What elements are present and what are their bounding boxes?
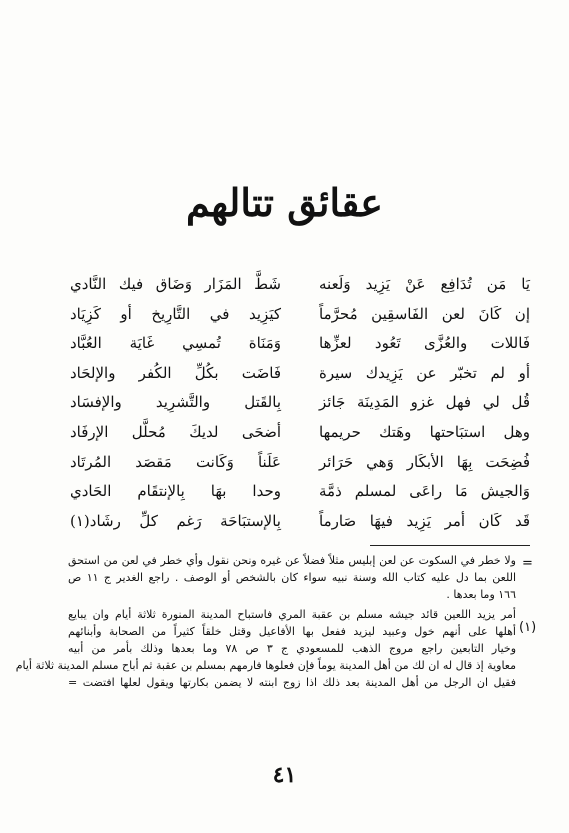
poem-verse-7-second-half: عَلَناً وَكَانت مَقصَد المُرتَاد [70,452,281,471]
footnote-line: وخيار التابعين راجع مروج الذهب للمسعودي ج ٣ ص ٧٨ وما بعدها وذلك بأمر من أبيه [68,641,517,655]
poem-verse-1-second-half: شَطَّ المَزَار وَضَاق فيك النَّادي [70,275,281,293]
poem-verse-2-second-half: كيَزِيد في التَّارِيخ أو كَزِيَاد [70,304,281,323]
poem [70,270,530,536]
poem-verse-5-second-half: بِالقَتل والتَّشرِيد والإفسَاد [70,393,281,412]
footnote-divider [370,545,530,546]
page-number: ٤١ [272,762,297,788]
poem-verse-5-first-half: قُل لي فهل غزو المَدِينَة جَائز [319,393,530,412]
poem-verse-6-first-half: وهل استبَاحتها وهَتك حريمها [319,422,530,441]
poem-verse-9-second-half: بِالإستبَاحَة رَغم كلِّ رشَاد(١) [70,511,281,530]
footnotes [15,553,517,691]
poem-verse-3-first-half: فَاللات والعُزَّى تَعُود لعزِّها [319,334,530,353]
poem-verse-9-first-half: قَد كَان أمر يَزِيد فيهَا صَارماً [319,511,530,530]
footnote-number-marker: (١) [519,620,537,635]
poem-verse-6-second-half: أضحَى لديكَ مُحلَّل الإرفَاد [70,422,281,441]
poem-verse-8-second-half: وحدا بهَا بِالإنتقَام الحَادي [70,482,281,501]
poem-verse-4-first-half: أو لم تخبّر عن يَزِيدك سيرة [319,363,530,382]
footnote-continuation-line: ولا خطر في السكوت عن لعن إبليس مثلاً فضلاً عن غيره ونحن نقول وأي خطر في لعن من استحق [68,554,516,567]
poem-verse-8-first-half: وَالجيش مَا راعَى لمسلم ذمَّة [319,482,530,501]
section-title: عقائق تتالهم [186,180,383,225]
poem-verse-2-first-half: إن كَانَ لعن الفَاسقِين مُحرَّماً [319,304,530,323]
footnote-continuation-marker: = [522,556,533,571]
poem-verse-4-second-half: فَاضَت بكُلِّ الكُفر والإلحَاد [70,363,281,382]
poem-verse-3-second-half: وَمَنَاة تُمسِي غَايَة العُبَّاد [70,334,281,353]
poem-verse-1-first-half: يَا مَن تُدَافِع عَنْ يَزِيد وَلَعنه [319,275,530,293]
footnote-line: معاوية إذ قال له ان لك من أهل المدينة يوماً فإن فعلوها فارمهم بمسلم بن عقبة ثم أباح مسلم المدينة ثلاثة أيام [15,658,516,672]
footnote-continuation-line: اللعن بما دل عليه كتاب الله وسنة نبيه سواء كان بالشخص أو الوصف . راجع الغدير ج ١١ ص [68,570,517,584]
poem-verse-7-first-half: فُضِحَت بِهَا الأبكَار وَهي حَرَائر [319,452,530,471]
footnote-line: فقيل ان الرجل من أهل المدينة بعد ذلك اذا زوج ابنته لا يضمن بكارتها ويقول لعلها افتضت = [68,675,516,689]
footnote-continuation-line: ١٦٦ وما بعدها . [446,587,516,601]
footnote-line: أهلها على أنهم خول وعبيد ليزيد ففعل بها الأفاعيل وقتل خلقاً كثيراً من الصحابة وأبنائهم [68,625,516,639]
footnote-line: أمر يزيد اللعين قائد جيشه مسلم بن عقبة المري فاستباح المدينة المنورة ثلاثة أيام وان يبايع [68,608,516,622]
